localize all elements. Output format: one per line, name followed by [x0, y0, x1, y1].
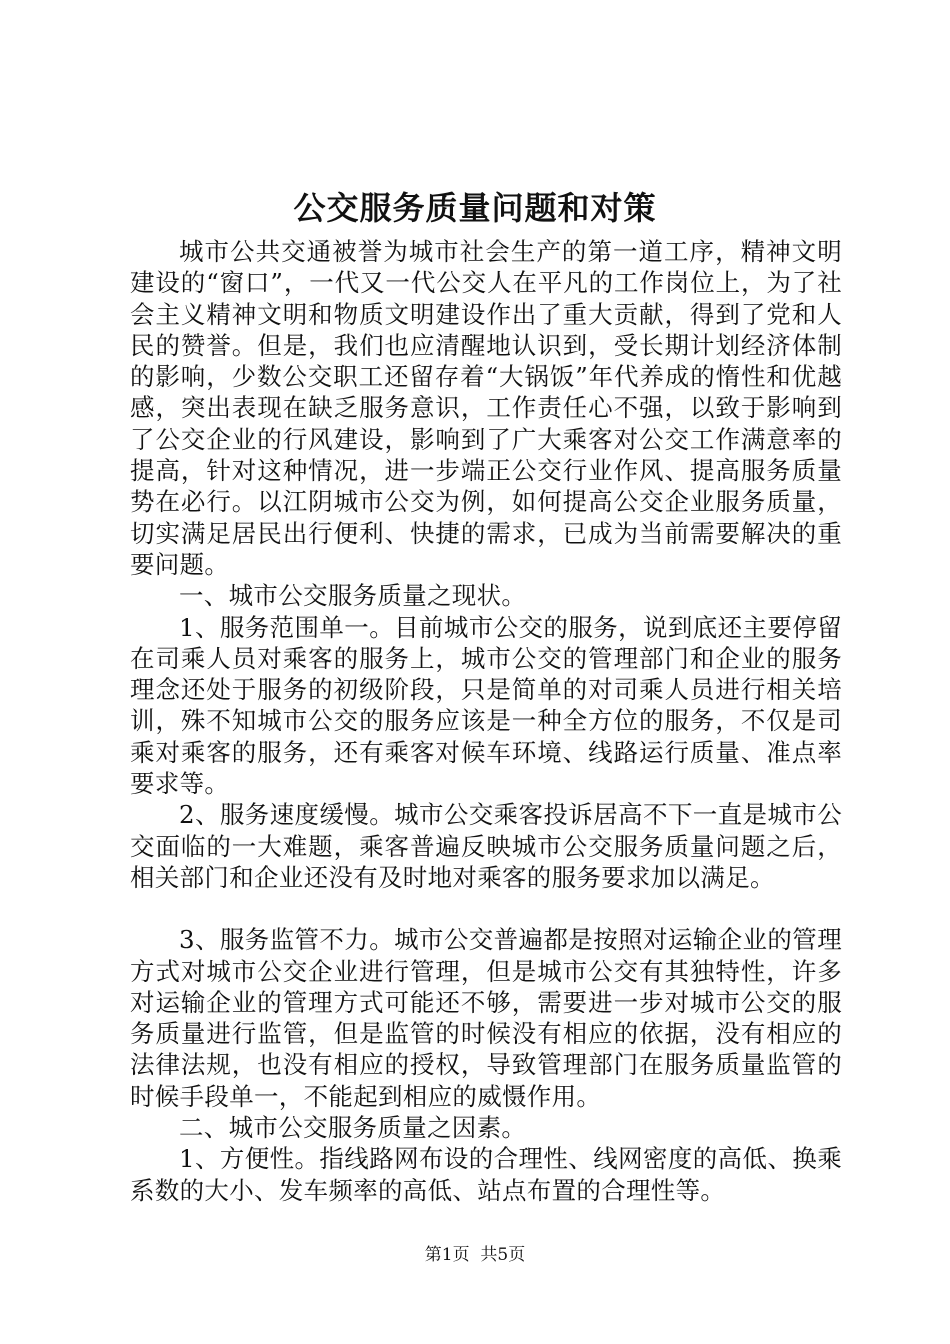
section-heading-factors: 二、城市公交服务质量之因素。	[179, 1113, 527, 1143]
paragraph-service-speed: 2、服务速度缓慢。城市公交乘客投诉居高不下一直是城市公交面临的一大难题，乘客普遍反映城市公交服务质量问题之后，相关部门和企业还没有及时地对乘客的服务要求加以满足。	[130, 800, 842, 892]
document-body	[130, 236, 842, 1206]
paragraph-convenience: 1、方便性。指线路网布设的合理性、线网密度的高低、换乘系数的大小、发车频率的高低、站点布置的合理性等。	[130, 1144, 842, 1205]
intro-paragraph: 城市公共交通被誉为城市社会生产的第一道工序，精神文明建设的“窗口”，一代又一代公交人在平凡的工作岗位上，为了社会主义精神文明和物质文明建设作出了重大贡献，得到了党和人民的赞誉。但是，我们也应清醒地认识到，受长期计划经济体制的影响，少数公交职工还留存着“大锅饭”年代养成的惰性和优越感，突出表现在缺乏服务意识，工作责任心不强，以致于影响到了公交企业的行风建设，影响到了广大乘客对公交工作满意率的提高，针对这种情况，进一步端正公交行业作风、提高服务质量势在必行。以江阴城市公交为例，如何提高公交企业服务质量，切实满足居民出行便利、快捷的需求，已成为当前需要解决的重要问题。	[130, 237, 842, 579]
paragraph-service-supervision: 3、服务监管不力。城市公交普遍都是按照对运输企业的管理方式对城市公交企业进行管理，但是城市公交有其独特性，许多对运输企业的管理方式可能还不够，需要进一步对城市公交的服务质量进行监管，但是监管的时候没有相应的依据，没有相应的法律法规，也没有相应的授权，导致管理部门在服务质量监管的时候手段单一，不能起到相应的威慑作用。	[130, 925, 842, 1111]
page-number: 第1页	[424, 1245, 470, 1265]
section-heading-current-status: 一、城市公交服务质量之现状。	[179, 581, 527, 611]
page-footer	[0, 1244, 950, 1266]
document-title: 公交服务质量问题和对策	[293, 189, 657, 227]
paragraph-service-scope: 1、服务范围单一。目前城市公交的服务，说到底还主要停留在司乘人员对乘客的服务上，城市公交的管理部门和企业的服务理念还处于服务的初级阶段，只是简单的对司乘人员进行相关培训，殊不知城市公交的服务应该是一种全方位的服务，不仅是司乘对乘客的服务，还有乘客对候车环境、线路运行质量、准点率要求等。	[130, 612, 842, 799]
page-total: 共5页	[480, 1245, 526, 1265]
